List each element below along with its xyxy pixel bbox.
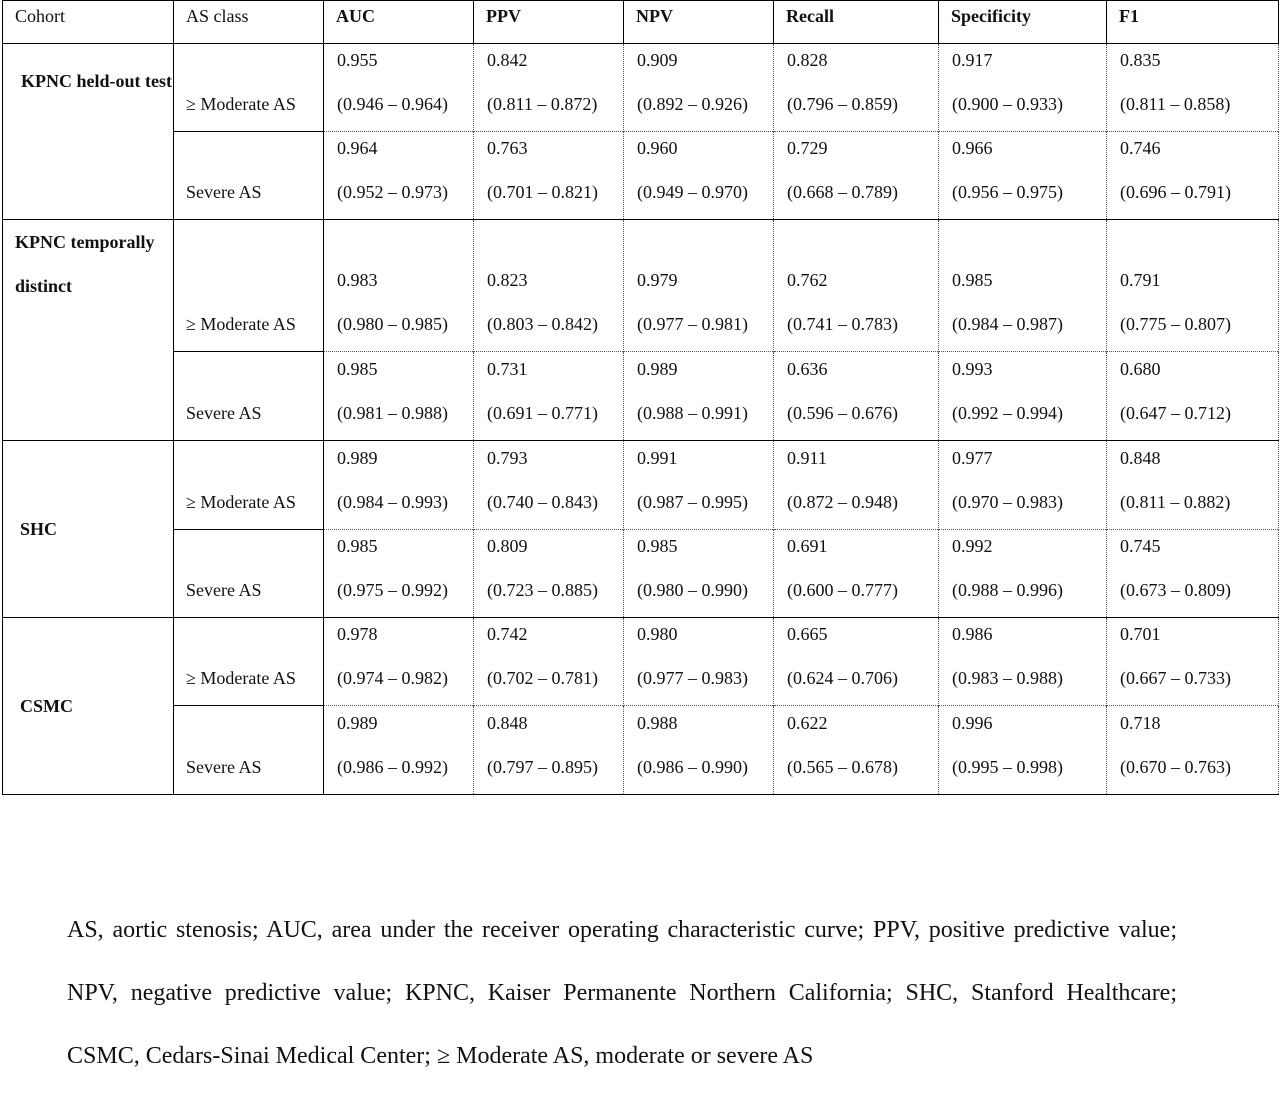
confidence-interval: (0.980 – 0.990)	[637, 580, 748, 600]
confidence-interval: (0.980 – 0.985)	[337, 314, 448, 334]
confidence-interval: (0.992 – 0.994)	[952, 403, 1063, 423]
metric-cell-npv	[624, 706, 774, 795]
point-estimate: 0.809	[487, 536, 528, 556]
confidence-interval: (0.811 – 0.882)	[1120, 492, 1231, 512]
point-estimate: 0.960	[637, 138, 678, 158]
confidence-interval: (0.740 – 0.843)	[487, 492, 598, 512]
point-estimate: 0.828	[787, 50, 828, 70]
cohort-label: KPNC temporally distinct	[15, 232, 155, 296]
header-recall: Recall	[774, 1, 939, 44]
point-estimate: 0.636	[787, 359, 828, 379]
as-class-cell	[174, 132, 324, 220]
confidence-interval: (0.775 – 0.807)	[1120, 314, 1231, 334]
point-estimate: 0.680	[1120, 359, 1161, 379]
confidence-interval: (0.984 – 0.993)	[337, 492, 448, 512]
confidence-interval: (0.696 – 0.791)	[1120, 182, 1231, 202]
metric-cell-auc	[324, 44, 474, 132]
metric-cell-specificity	[939, 530, 1107, 618]
cohort-label: SHC	[20, 519, 58, 539]
point-estimate: 0.729	[787, 138, 828, 158]
cohort-cell	[3, 441, 174, 618]
header-npv: NPV	[624, 1, 774, 44]
metric-cell-f1	[1107, 220, 1279, 352]
confidence-interval: (0.723 – 0.885)	[487, 580, 598, 600]
confidence-interval: (0.977 – 0.983)	[637, 668, 748, 688]
table-footnote: AS, aortic stenosis; AUC, area under the receiver operating characteristic curve; PPV, positive predictive value; NPV, negative predictive value; KPNC, Kaiser Permanente Northern California; SHC, Stanford Healthcare; CSMC, Cedars-Sinai Medical Center; ≥ Moderate AS, moderate or severe AS	[67, 917, 1177, 1069]
point-estimate: 0.848	[1120, 448, 1161, 468]
point-estimate: 0.980	[637, 624, 678, 644]
point-estimate: 0.977	[952, 448, 993, 468]
header-f1: F1	[1107, 1, 1279, 44]
confidence-interval: (0.797 – 0.895)	[487, 757, 598, 777]
point-estimate: 0.746	[1120, 138, 1161, 158]
point-estimate: 0.985	[637, 536, 678, 556]
metric-cell-auc	[324, 220, 474, 352]
metric-cell-recall	[774, 706, 939, 795]
as-class-label: ≥ Moderate AS	[186, 492, 296, 512]
point-estimate: 0.762	[787, 270, 828, 290]
confidence-interval: (0.872 – 0.948)	[787, 492, 898, 512]
metric-cell-ppv	[474, 530, 624, 618]
as-class-label: ≥ Moderate AS	[186, 314, 296, 334]
metric-cell-auc	[324, 706, 474, 795]
header-auc: AUC	[324, 1, 474, 44]
point-estimate: 0.745	[1120, 536, 1161, 556]
confidence-interval: (0.796 – 0.859)	[787, 94, 898, 114]
point-estimate: 0.793	[487, 448, 528, 468]
point-estimate: 0.964	[337, 138, 378, 158]
point-estimate: 0.983	[337, 270, 378, 290]
metric-cell-auc	[324, 530, 474, 618]
confidence-interval: (0.984 – 0.987)	[952, 314, 1063, 334]
table-row	[3, 352, 1279, 441]
point-estimate: 0.989	[337, 448, 378, 468]
metric-cell-specificity	[939, 441, 1107, 530]
table-row	[3, 530, 1279, 618]
confidence-interval: (0.673 – 0.809)	[1120, 580, 1231, 600]
header-cohort: Cohort	[3, 1, 174, 44]
confidence-interval: (0.974 – 0.982)	[337, 668, 448, 688]
as-class-label: ≥ Moderate AS	[186, 668, 296, 688]
confidence-interval: (0.956 – 0.975)	[952, 182, 1063, 202]
as-class-label: Severe AS	[186, 580, 262, 600]
confidence-interval: (0.946 – 0.964)	[337, 94, 448, 114]
cohort-cell	[3, 220, 174, 441]
table-row	[3, 220, 1279, 352]
metric-cell-f1	[1107, 441, 1279, 530]
results-table	[2, 0, 1279, 795]
point-estimate: 0.993	[952, 359, 993, 379]
metric-cell-npv	[624, 530, 774, 618]
confidence-interval: (0.741 – 0.783)	[787, 314, 898, 334]
confidence-interval: (0.565 – 0.678)	[787, 757, 898, 777]
metric-cell-recall	[774, 352, 939, 441]
metric-cell-f1	[1107, 44, 1279, 132]
as-class-label: Severe AS	[186, 403, 262, 423]
header-ppv: PPV	[474, 1, 624, 44]
confidence-interval: (0.624 – 0.706)	[787, 668, 898, 688]
metric-cell-f1	[1107, 530, 1279, 618]
as-class-cell	[174, 618, 324, 706]
point-estimate: 0.701	[1120, 624, 1161, 644]
as-class-label: Severe AS	[186, 182, 262, 202]
confidence-interval: (0.670 – 0.763)	[1120, 757, 1231, 777]
metric-cell-recall	[774, 530, 939, 618]
metric-cell-f1	[1107, 618, 1279, 706]
confidence-interval: (0.600 – 0.777)	[787, 580, 898, 600]
confidence-interval: (0.811 – 0.872)	[487, 94, 598, 114]
confidence-interval: (0.702 – 0.781)	[487, 668, 598, 688]
cohort-label: CSMC	[20, 696, 73, 716]
metric-cell-ppv	[474, 618, 624, 706]
point-estimate: 0.911	[787, 448, 827, 468]
metric-cell-auc	[324, 132, 474, 220]
confidence-interval: (0.900 – 0.933)	[952, 94, 1063, 114]
metric-cell-ppv	[474, 352, 624, 441]
metric-cell-f1	[1107, 132, 1279, 220]
point-estimate: 0.691	[787, 536, 828, 556]
confidence-interval: (0.987 – 0.995)	[637, 492, 748, 512]
as-class-cell	[174, 352, 324, 441]
table-row	[3, 44, 1279, 132]
point-estimate: 0.622	[787, 713, 828, 733]
confidence-interval: (0.977 – 0.981)	[637, 314, 748, 334]
confidence-interval: (0.949 – 0.970)	[637, 182, 748, 202]
cohort-label: KPNC held-out test	[21, 71, 172, 91]
point-estimate: 0.991	[637, 448, 678, 468]
confidence-interval: (0.970 – 0.983)	[952, 492, 1063, 512]
point-estimate: 0.823	[487, 270, 528, 290]
metric-cell-ppv	[474, 44, 624, 132]
confidence-interval: (0.701 – 0.821)	[487, 182, 598, 202]
table-row	[3, 132, 1279, 220]
confidence-interval: (0.988 – 0.996)	[952, 580, 1063, 600]
point-estimate: 0.985	[952, 270, 993, 290]
table-row	[3, 706, 1279, 795]
metric-cell-recall	[774, 618, 939, 706]
metric-cell-ppv	[474, 220, 624, 352]
metric-cell-npv	[624, 352, 774, 441]
confidence-interval: (0.811 – 0.858)	[1120, 94, 1231, 114]
confidence-interval: (0.988 – 0.991)	[637, 403, 748, 423]
confidence-interval: (0.892 – 0.926)	[637, 94, 748, 114]
table-header	[3, 1, 1279, 44]
point-estimate: 0.848	[487, 713, 528, 733]
table-body	[3, 44, 1279, 795]
point-estimate: 0.988	[637, 713, 678, 733]
confidence-interval: (0.691 – 0.771)	[487, 403, 598, 423]
metric-cell-npv	[624, 618, 774, 706]
confidence-interval: (0.803 – 0.842)	[487, 314, 598, 334]
point-estimate: 0.742	[487, 624, 528, 644]
confidence-interval: (0.667 – 0.733)	[1120, 668, 1231, 688]
point-estimate: 0.996	[952, 713, 993, 733]
point-estimate: 0.909	[637, 50, 678, 70]
metric-cell-auc	[324, 352, 474, 441]
metric-cell-specificity	[939, 44, 1107, 132]
point-estimate: 0.955	[337, 50, 378, 70]
as-class-cell	[174, 706, 324, 795]
metric-cell-specificity	[939, 618, 1107, 706]
confidence-interval: (0.986 – 0.990)	[637, 757, 748, 777]
metric-cell-npv	[624, 441, 774, 530]
as-class-cell	[174, 44, 324, 132]
metric-cell-specificity	[939, 132, 1107, 220]
point-estimate: 0.978	[337, 624, 378, 644]
confidence-interval: (0.995 – 0.998)	[952, 757, 1063, 777]
point-estimate: 0.917	[952, 50, 993, 70]
cohort-cell	[3, 618, 174, 795]
point-estimate: 0.979	[637, 270, 678, 290]
as-class-label: ≥ Moderate AS	[186, 94, 296, 114]
metric-cell-f1	[1107, 706, 1279, 795]
metric-cell-specificity	[939, 706, 1107, 795]
point-estimate: 0.966	[952, 138, 993, 158]
point-estimate: 0.989	[637, 359, 678, 379]
metric-cell-recall	[774, 441, 939, 530]
metric-cell-recall	[774, 220, 939, 352]
point-estimate: 0.985	[337, 359, 378, 379]
point-estimate: 0.992	[952, 536, 993, 556]
as-class-cell	[174, 530, 324, 618]
metric-cell-ppv	[474, 706, 624, 795]
point-estimate: 0.665	[787, 624, 828, 644]
point-estimate: 0.985	[337, 536, 378, 556]
confidence-interval: (0.983 – 0.988)	[952, 668, 1063, 688]
metric-cell-specificity	[939, 352, 1107, 441]
metric-cell-ppv	[474, 132, 624, 220]
metric-cell-auc	[324, 441, 474, 530]
point-estimate: 0.763	[487, 138, 528, 158]
cohort-cell	[3, 44, 174, 220]
confidence-interval: (0.647 – 0.712)	[1120, 403, 1231, 423]
confidence-interval: (0.596 – 0.676)	[787, 403, 898, 423]
point-estimate: 0.842	[487, 50, 528, 70]
metric-cell-specificity	[939, 220, 1107, 352]
point-estimate: 0.731	[487, 359, 528, 379]
header-as-class: AS class	[174, 1, 324, 44]
metric-cell-npv	[624, 132, 774, 220]
metric-cell-npv	[624, 220, 774, 352]
point-estimate: 0.835	[1120, 50, 1161, 70]
confidence-interval: (0.975 – 0.992)	[337, 580, 448, 600]
metric-cell-f1	[1107, 352, 1279, 441]
confidence-interval: (0.981 – 0.988)	[337, 403, 448, 423]
confidence-interval: (0.986 – 0.992)	[337, 757, 448, 777]
confidence-interval: (0.952 – 0.973)	[337, 182, 448, 202]
confidence-interval: (0.668 – 0.789)	[787, 182, 898, 202]
point-estimate: 0.718	[1120, 713, 1161, 733]
metric-cell-recall	[774, 44, 939, 132]
as-class-cell	[174, 220, 324, 352]
point-estimate: 0.791	[1120, 270, 1161, 290]
metric-cell-ppv	[474, 441, 624, 530]
point-estimate: 0.989	[337, 713, 378, 733]
as-class-label: Severe AS	[186, 757, 262, 777]
metric-cell-recall	[774, 132, 939, 220]
header-specificity: Specificity	[939, 1, 1107, 44]
metric-cell-npv	[624, 44, 774, 132]
as-class-cell	[174, 441, 324, 530]
table-row	[3, 618, 1279, 706]
table-row	[3, 441, 1279, 530]
metric-cell-auc	[324, 618, 474, 706]
point-estimate: 0.986	[952, 624, 993, 644]
